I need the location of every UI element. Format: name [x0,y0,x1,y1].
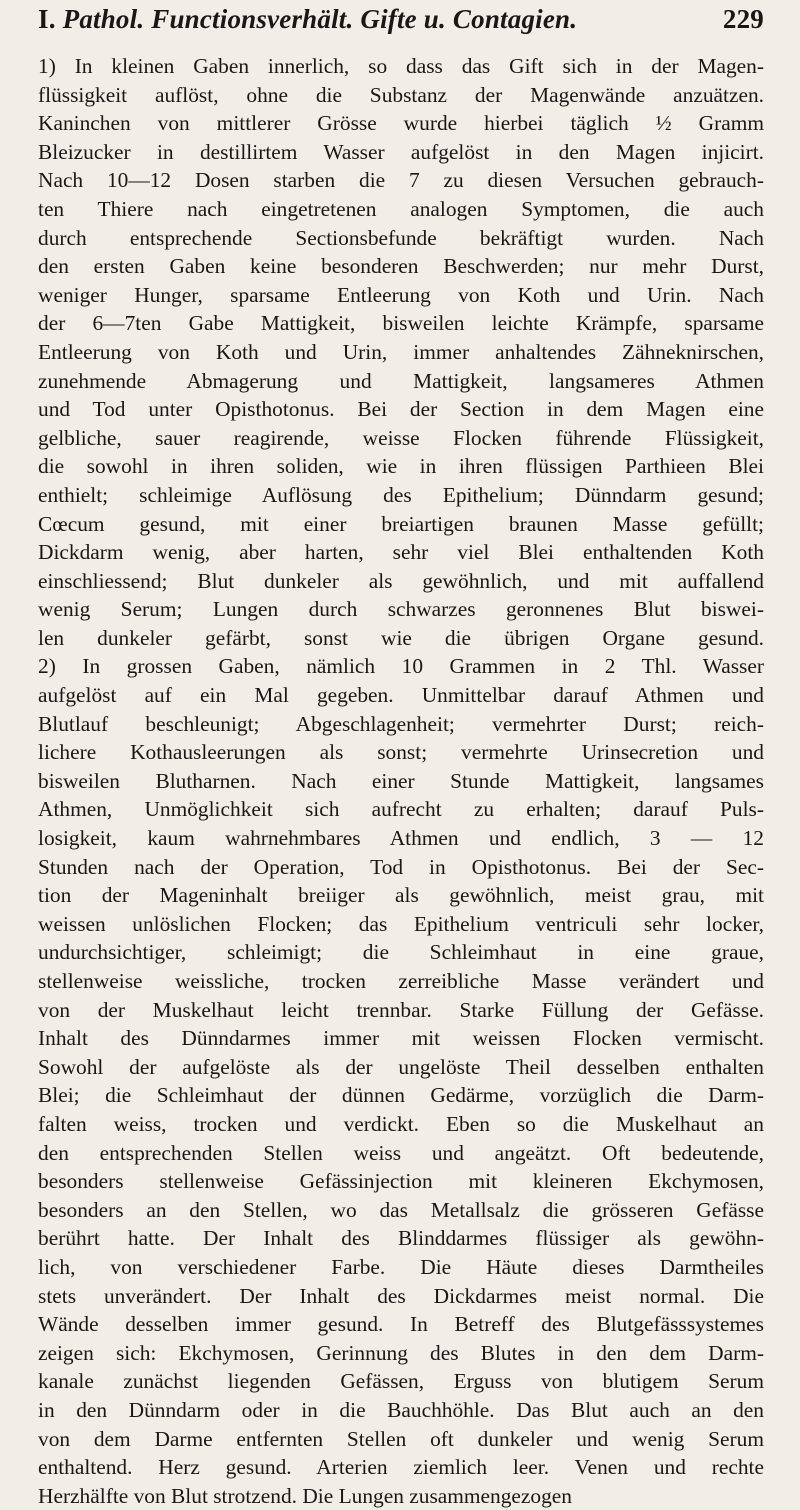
text-line: Bleizucker in destillirtem Wasser aufgelöst in den Magen injicirt. [38,139,764,164]
text-line: bisweilen Blutharnen. Nach einer Stunde Mattigkeit, langsames [38,768,764,793]
text-line: Kaninchen von mittlerer Grösse wurde hierbei täglich ½ Gramm [38,111,764,136]
text-line: wenig Serum; Lungen durch schwarzes geronnenes Blut biswei- [38,597,764,622]
running-head [38,0,764,48]
text-line: ten Thiere nach eingetretenen analogen Symptomen, die auch [38,196,764,221]
text-line: Athmen, Unmöglichkeit sich aufrecht zu erhalten; darauf Puls- [38,797,764,822]
text-line: enthaltend. Herz gesund. Arterien ziemlich leer. Venen und rechte [38,1455,764,1480]
text-line: gelbliche, sauer reagirende, weisse Flocken führende Flüssigkeit, [38,425,764,450]
section-number: I. [38,4,56,34]
text-line: Stunden nach der Operation, Tod in Opisthotonus. Bei der Sec- [38,854,764,879]
text-line: tion der Mageninhalt breiiger als gewöhnlich, meist grau, mit [38,883,764,908]
text-line: Herzhälfte von Blut strotzend. Die Lungen zusammengezogen [38,1483,572,1508]
text-line: Wände desselben immer gesund. In Betreff des Blutgefässsystemes [38,1312,764,1337]
text-line: weniger Hunger, sparsame Entleerung von Koth und Urin. Nach [38,282,764,307]
page-number: 229 [722,4,764,34]
text-line: Inhalt des Dünndarmes immer mit weissen Flocken vermischt. [38,1026,764,1051]
text-line: undurchsichtiger, schleimigt; die Schleimhaut in eine graue, [38,940,764,965]
text-line: len dunkeler gefärbt, sonst wie die übrigen Organe gesund. [38,625,764,650]
text-line: kanale zunächst liegenden Gefässen, Erguss von blutigem Serum [38,1369,764,1394]
text-line: den entsprechenden Stellen weiss und angeätzt. Oft bedeutende, [38,1140,764,1165]
text-line: Sowohl der aufgelöste als der ungelöste Theil desselben enthalten [38,1054,764,1079]
text-line: stets unverändert. Der Inhalt des Dickdarmes meist normal. Die [38,1283,764,1308]
text-line: Nach 10—12 Dosen starben die 7 zu diesen Versuchen gebrauch- [38,168,764,193]
text-line: einschliessend; Blut dunkeler als gewöhnlich, und mit auffallend [38,568,764,593]
text-line: Dickdarm wenig, aber harten, sehr viel Blei enthaltenden Koth [38,540,764,565]
text-line: Entleerung von Koth und Urin, immer anhaltendes Zähneknirschen, [38,339,764,364]
text-line: zunehmende Abmagerung und Mattigkeit, langsameres Athmen [38,368,764,393]
text-line: die sowohl in ihren soliden, wie in ihren flüssigen Parthieen Blei [38,454,764,479]
text-line: in den Dünndarm oder in die Bauchhöhle. Das Blut auch an den [38,1397,764,1422]
text-line: 1) In kleinen Gaben innerlich, so dass das Gift sich in der Magen- [38,54,764,78]
text-line: Cœcum gesund, mit einer breiartigen braunen Masse gefüllt; [38,511,764,536]
text-line: besonders an den Stellen, wo das Metallsalz die grösseren Gefässe [38,1197,764,1222]
text-line: von dem Darme entfernten Stellen oft dunkeler und wenig Serum [38,1426,764,1451]
text-line: der 6—7ten Gabe Mattigkeit, bisweilen leichte Krämpfe, sparsame [38,311,764,336]
text-line: aufgelöst auf ein Mal gegeben. Unmittelbar darauf Athmen und [38,683,764,708]
running-head-title [38,4,577,35]
chapter-title: Pathol. Functionsverhält. Gifte u. Contagien. [62,4,578,34]
text-line: den ersten Gaben keine besonderen Beschwerden; nur mehr Durst, [38,254,764,279]
text-line: und Tod unter Opisthotonus. Bei der Section in dem Magen eine [38,397,764,422]
text-line: besonders stellenweise Gefässinjection mit kleineren Ekchymosen, [38,1169,764,1194]
text-line: 2) In grossen Gaben, nämlich 10 Grammen in 2 Thl. Wasser [38,654,764,679]
text-line: losigkeit, kaum wahrnehmbares Athmen und endlich, 3 — 12 [38,826,764,851]
text-line: lich, von verschiedener Farbe. Die Häute dieses Darmtheiles [38,1254,764,1279]
text-line: durch entsprechende Sectionsbefunde bekräftigt wurden. Nach [38,225,764,250]
text-line: lichere Kothausleerungen als sonst; vermehrte Urinsecretion und [38,740,764,765]
text-line: falten weiss, trocken und verdickt. Eben so die Muskelhaut an [38,1111,764,1136]
text-line: berührt hatte. Der Inhalt des Blinddarmes flüssiger als gewöhn- [38,1226,764,1251]
body-text [38,52,764,1510]
text-line: Blutlauf beschleunigt; Abgeschlagenheit; vermehrter Durst; reich- [38,711,764,736]
text-line: zeigen sich: Ekchymosen, Gerinnung des Blutes in den dem Darm- [38,1340,764,1365]
text-line: flüssigkeit auflöst, ohne die Substanz der Magenwände anzuätzen. [38,82,764,107]
text-line: von der Muskelhaut leicht trennbar. Starke Füllung der Gefässe. [38,997,764,1022]
text-line: weissen unlöslichen Flocken; das Epithelium ventriculi sehr locker, [38,911,764,936]
text-line: Blei; die Schleimhaut der dünnen Gedärme, vorzüglich die Darm- [38,1083,764,1108]
text-line: enthielt; schleimige Auflösung des Epithelium; Dünndarm gesund; [38,482,764,507]
text-line: stellenweise weissliche, trocken zerreibliche Masse verändert und [38,969,764,993]
